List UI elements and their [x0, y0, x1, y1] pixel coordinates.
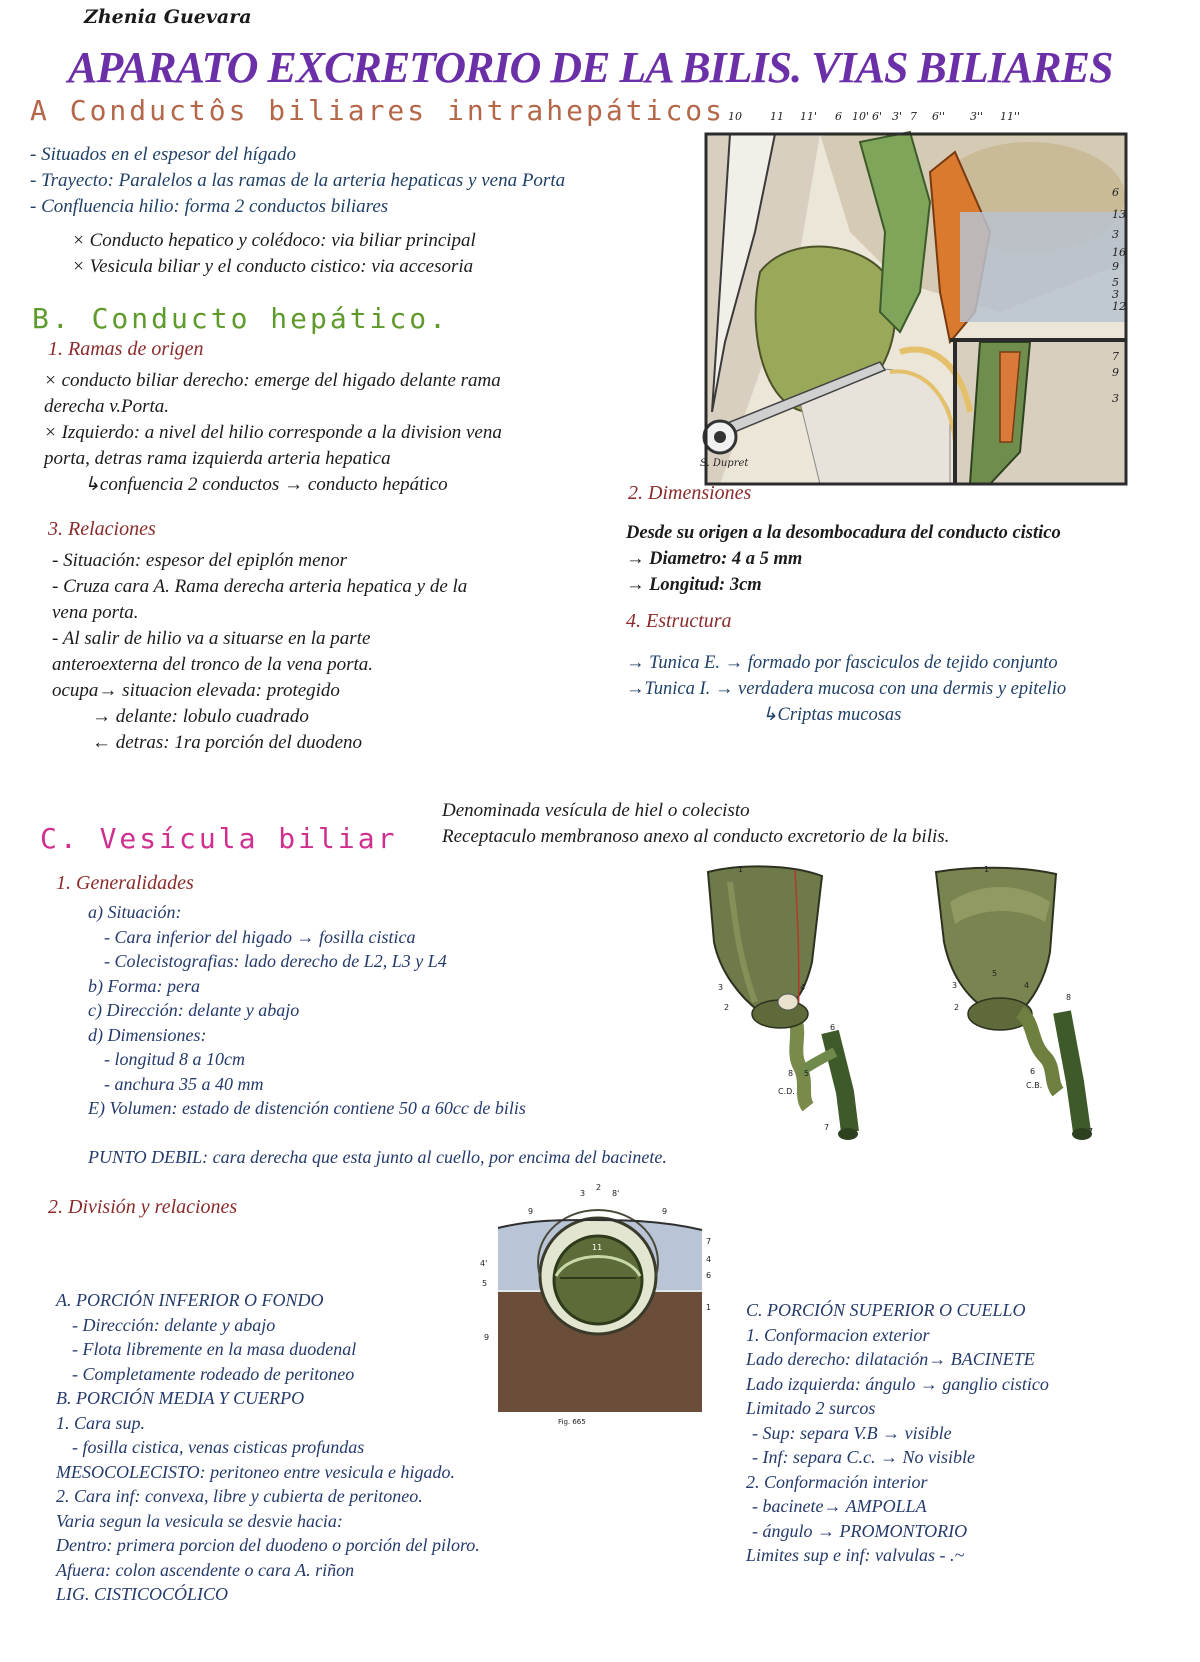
division-right-line: - ángulo → PROMONTORIO — [752, 1520, 968, 1541]
generalidades-lines — [88, 900, 526, 1121]
ramas-lines — [44, 368, 502, 498]
relaciones-line: anteroexterna del tronco de la vena porta. — [52, 654, 373, 675]
estructura-line: ↳Criptas mucosas — [762, 705, 902, 725]
section-a-line: - Trayecto: Paralelos a las ramas de la arteria hepaticas y vena Porta — [30, 170, 566, 191]
figure3-label: 11 — [592, 1243, 603, 1252]
generalidades-line: - anchura 35 a 40 mm — [104, 1073, 264, 1094]
figure3-label: 4 — [706, 1255, 712, 1264]
section-a-heading: A Conductôs biliares intrahepáticos — [30, 94, 726, 127]
figure3-label: 9 — [484, 1333, 490, 1342]
section-a-lines — [30, 142, 565, 220]
figure1-top-label: 6 — [835, 112, 842, 123]
figure2-left-label: 2 — [724, 1003, 730, 1012]
generalidades-line: c) Dirección: delante y abajo — [88, 1000, 300, 1020]
relaciones-line: vena porta. — [52, 602, 139, 623]
generalidades-line: - Colecistografias: lado derecho de L2, L3 y L4 — [104, 951, 447, 971]
relaciones-lines — [52, 548, 467, 756]
figure3-label: 7 — [706, 1237, 712, 1246]
division-left-line: - Dirección: delante y abajo — [72, 1314, 276, 1335]
figure2-right-label: 1 — [984, 865, 990, 874]
figure3-label: 9 — [528, 1207, 534, 1216]
section-a-subline: × Conducto hepatico y colédoco: via biliar principal — [72, 230, 476, 251]
estructura-line: →Tunica I. → verdadera mucosa con una dermis y epitelio — [626, 679, 1067, 699]
relaciones-line: - Cruza cara A. Rama derecha arteria hepatica y de la — [52, 576, 468, 597]
dimensiones-title: 2. Dimensiones — [628, 482, 752, 504]
generalidades-line: - longitud 8 a 10cm — [104, 1049, 245, 1069]
figure2-right-label: 3 — [952, 981, 958, 990]
figure1-side-label: 5 — [1112, 276, 1119, 289]
section-b-heading: B. Conducto hepático. — [32, 302, 450, 335]
figure1-top-label: 6' — [872, 112, 883, 123]
figure2-right-label: C.B. — [1026, 1081, 1043, 1090]
dimensiones-line: → Longitud: 3cm — [626, 575, 762, 595]
figure1-top-label: 7 — [910, 112, 917, 123]
ramas-line: derecha v.Porta. — [44, 396, 170, 417]
section-c-intro — [442, 798, 949, 850]
figure2-left-label: C.D. — [778, 1087, 795, 1096]
division-left-line: - Flota libremente en la masa duodenal — [72, 1339, 357, 1359]
figure1-side-label: 16 — [1112, 246, 1126, 259]
division-right-line: 1. Conformacion exterior — [746, 1324, 930, 1345]
relaciones-line: - Situación: espesor del epiplón menor — [52, 550, 347, 571]
figure1-top-label: 11 — [770, 112, 784, 123]
figure1-side-label: 3 — [1112, 228, 1119, 241]
figure3-label: 1 — [706, 1303, 712, 1312]
division-left-line: A. PORCIÓN INFERIOR O FONDO — [56, 1290, 324, 1310]
relaciones-line: → delante: lobulo cuadrado — [92, 706, 309, 727]
figure2-left-label: 3 — [718, 983, 724, 992]
figure1-side-label: 7 — [1112, 350, 1119, 363]
generalidades-line: a) Situación: — [88, 902, 182, 922]
division-right-line: 2. Conformación interior — [746, 1471, 928, 1492]
figure1-side-label: 9 — [1112, 260, 1119, 273]
division-right-line: - Sup: separa V.B → visible — [752, 1422, 952, 1443]
division-left-line: Afuera: colon ascendente o cara A. riñon — [56, 1559, 355, 1580]
figure1-side-label: 3 — [1112, 288, 1119, 301]
punto-debil: PUNTO DEBIL: cara derecha que esta junto al cuello, por encima del bacinete. — [88, 1147, 667, 1167]
division-right-line: Lado izquierda: ángulo → ganglio cistico — [746, 1373, 1049, 1394]
estructura-lines — [626, 650, 1066, 728]
division-right-line: Limitado 2 surcos — [746, 1398, 876, 1418]
figure2-right-label: 7 — [1088, 1127, 1094, 1136]
figure1-top-label: 6'' — [932, 112, 946, 123]
figure1-top-label: 10' — [852, 112, 870, 123]
figure1-top-label: 3' — [892, 112, 903, 123]
figure2-right-label: 8 — [1066, 993, 1072, 1002]
figure3-label: 4' — [480, 1259, 488, 1268]
generalidades-line: - Cara inferior del higado → fosilla cistica — [104, 926, 416, 947]
figure-liver-bile-ducts — [700, 112, 1130, 490]
figure2-left-label: 5 — [804, 1069, 810, 1078]
estructura-line: → Tunica E. → formado por fasciculos de tejido conjunto — [626, 653, 1058, 673]
section-c-intro-line: Denominada vesícula de hiel o colecisto — [442, 800, 750, 821]
figure2-left-label: 7 — [824, 1123, 830, 1132]
figure2-right-label: 4 — [1024, 981, 1030, 990]
figure2-right-label: 5 — [992, 969, 998, 978]
figure1-side-label: 3 — [1112, 392, 1119, 405]
figure2-right-label: 6 — [1030, 1067, 1036, 1076]
figure2-left-label: 8 — [788, 1069, 794, 1078]
figure3-label: 2 — [596, 1183, 602, 1192]
figure1-side-label: 12 — [1112, 300, 1126, 313]
division-right-line: C. PORCIÓN SUPERIOR O CUELLO — [746, 1300, 1026, 1320]
figure3-caption: Fig. 665 — [558, 1418, 586, 1426]
figure2-left-label: 1 — [738, 865, 744, 874]
ramas-title: 1. Ramas de origen — [48, 338, 204, 360]
division-left-line: B. PORCIÓN MEDIA Y CUERPO — [56, 1388, 305, 1408]
figure1-top-label: 11'' — [1000, 112, 1021, 123]
ramas-line: × Izquierdo: a nivel del hilio corresponde a la division vena — [44, 422, 502, 443]
division-left-line: 2. Cara inf: convexa, libre y cubierta de peritoneo. — [56, 1486, 423, 1506]
section-c-intro-line: Receptaculo membranoso anexo al conducto excretorio de la bilis. — [442, 826, 950, 847]
figure3-label: 6 — [706, 1271, 712, 1280]
section-a-sublines — [72, 228, 476, 280]
relaciones-title: 3. Relaciones — [48, 518, 156, 540]
figure2-left-label: 4 — [800, 983, 806, 992]
author-name: Zhenia Guevara — [84, 6, 252, 28]
section-a-line: - Situados en el espesor del hígado — [30, 144, 296, 165]
figure3-label: 9 — [662, 1207, 668, 1216]
figure1-top-label: 11' — [800, 112, 818, 123]
figure1-signature: S. Dupret — [700, 458, 749, 469]
generalidades-line: E) Volumen: estado de distención contiene 50 a 60cc de bilis — [88, 1098, 526, 1118]
relaciones-line: - Al salir de hilio va a situarse en la parte — [52, 628, 371, 649]
generalidades-title: 1. Generalidades — [56, 872, 194, 894]
ramas-line: × conducto biliar derecho: emerge del higado delante rama — [44, 370, 501, 391]
division-right-lines — [746, 1298, 1049, 1568]
figure1-side-label: 9 — [1112, 366, 1119, 379]
division-right-line: Lado derecho: dilatación→ BACINETE — [746, 1349, 1035, 1369]
division-left-line: Dentro: primera porcion del duodeno o porción del piloro. — [56, 1535, 480, 1555]
figure3-label: 5 — [482, 1279, 488, 1288]
division-right-line: - bacinete→ AMPOLLA — [752, 1496, 927, 1516]
division-left-line: - fosilla cistica, venas cisticas profundas — [72, 1437, 365, 1457]
figure1-side-label: 6 — [1112, 186, 1119, 199]
ramas-line: ↳confuencia 2 conductos → conducto hepático — [84, 474, 448, 495]
section-a-subline: × Vesicula biliar y el conducto cistico: via accesoria — [72, 256, 474, 277]
ramas-line: porta, detras rama izquierda arteria hepatica — [44, 448, 391, 469]
dimensiones-line: Desde su origen a la desombocadura del conducto cistico — [626, 523, 1061, 543]
figure1-top-label: 10 — [728, 112, 742, 123]
division-left-line: LIG. CISTICOCÓLICO — [56, 1584, 229, 1604]
relaciones-line: ← detras: 1ra porción del duodeno — [92, 732, 363, 753]
dimensiones-line: → Diametro: 4 a 5 mm — [626, 549, 803, 569]
dimensiones-lines — [626, 520, 1061, 598]
generalidades-line: b) Forma: pera — [88, 975, 200, 996]
division-left-lines — [56, 1288, 480, 1607]
figure2-left-label: 6 — [830, 1023, 836, 1032]
section-a-line: - Confluencia hilio: forma 2 conductos biliares — [30, 196, 389, 217]
figure3-label: 3 — [580, 1189, 586, 1198]
page-title: APARATO EXCRETORIO DE LA BILIS. VIAS BILIARES — [68, 43, 1113, 92]
division-left-line: MESOCOLECISTO: peritoneo entre vesicula e higado. — [56, 1461, 455, 1482]
figure2-right-label: 2 — [954, 1003, 960, 1012]
figure3-label: 8' — [612, 1189, 620, 1198]
generalidades-line: d) Dimensiones: — [88, 1024, 207, 1045]
division-left-line: 1. Cara sup. — [56, 1412, 146, 1433]
division-title: 2. División y relaciones — [48, 1196, 238, 1218]
division-right-line: - Inf: separa C.c. → No visible — [752, 1447, 975, 1467]
relaciones-line: ocupa→ situacion elevada: protegido — [52, 680, 340, 701]
estructura-title: 4. Estructura — [626, 610, 732, 632]
division-left-line: - Completamente rodeado de peritoneo — [72, 1363, 355, 1384]
division-left-line: Varia segun la vesicula se desvie hacia: — [56, 1510, 343, 1531]
section-c-heading: C. Vesícula biliar — [40, 822, 398, 855]
figure-gallbladder-pair — [700, 862, 1140, 1146]
division-right-line: Limites sup e inf: valvulas - .~ — [746, 1545, 965, 1565]
figure-gallbladder-section — [470, 1180, 730, 1432]
figure1-side-label: 13 — [1112, 208, 1126, 221]
figure1-top-label: 3'' — [970, 112, 984, 123]
